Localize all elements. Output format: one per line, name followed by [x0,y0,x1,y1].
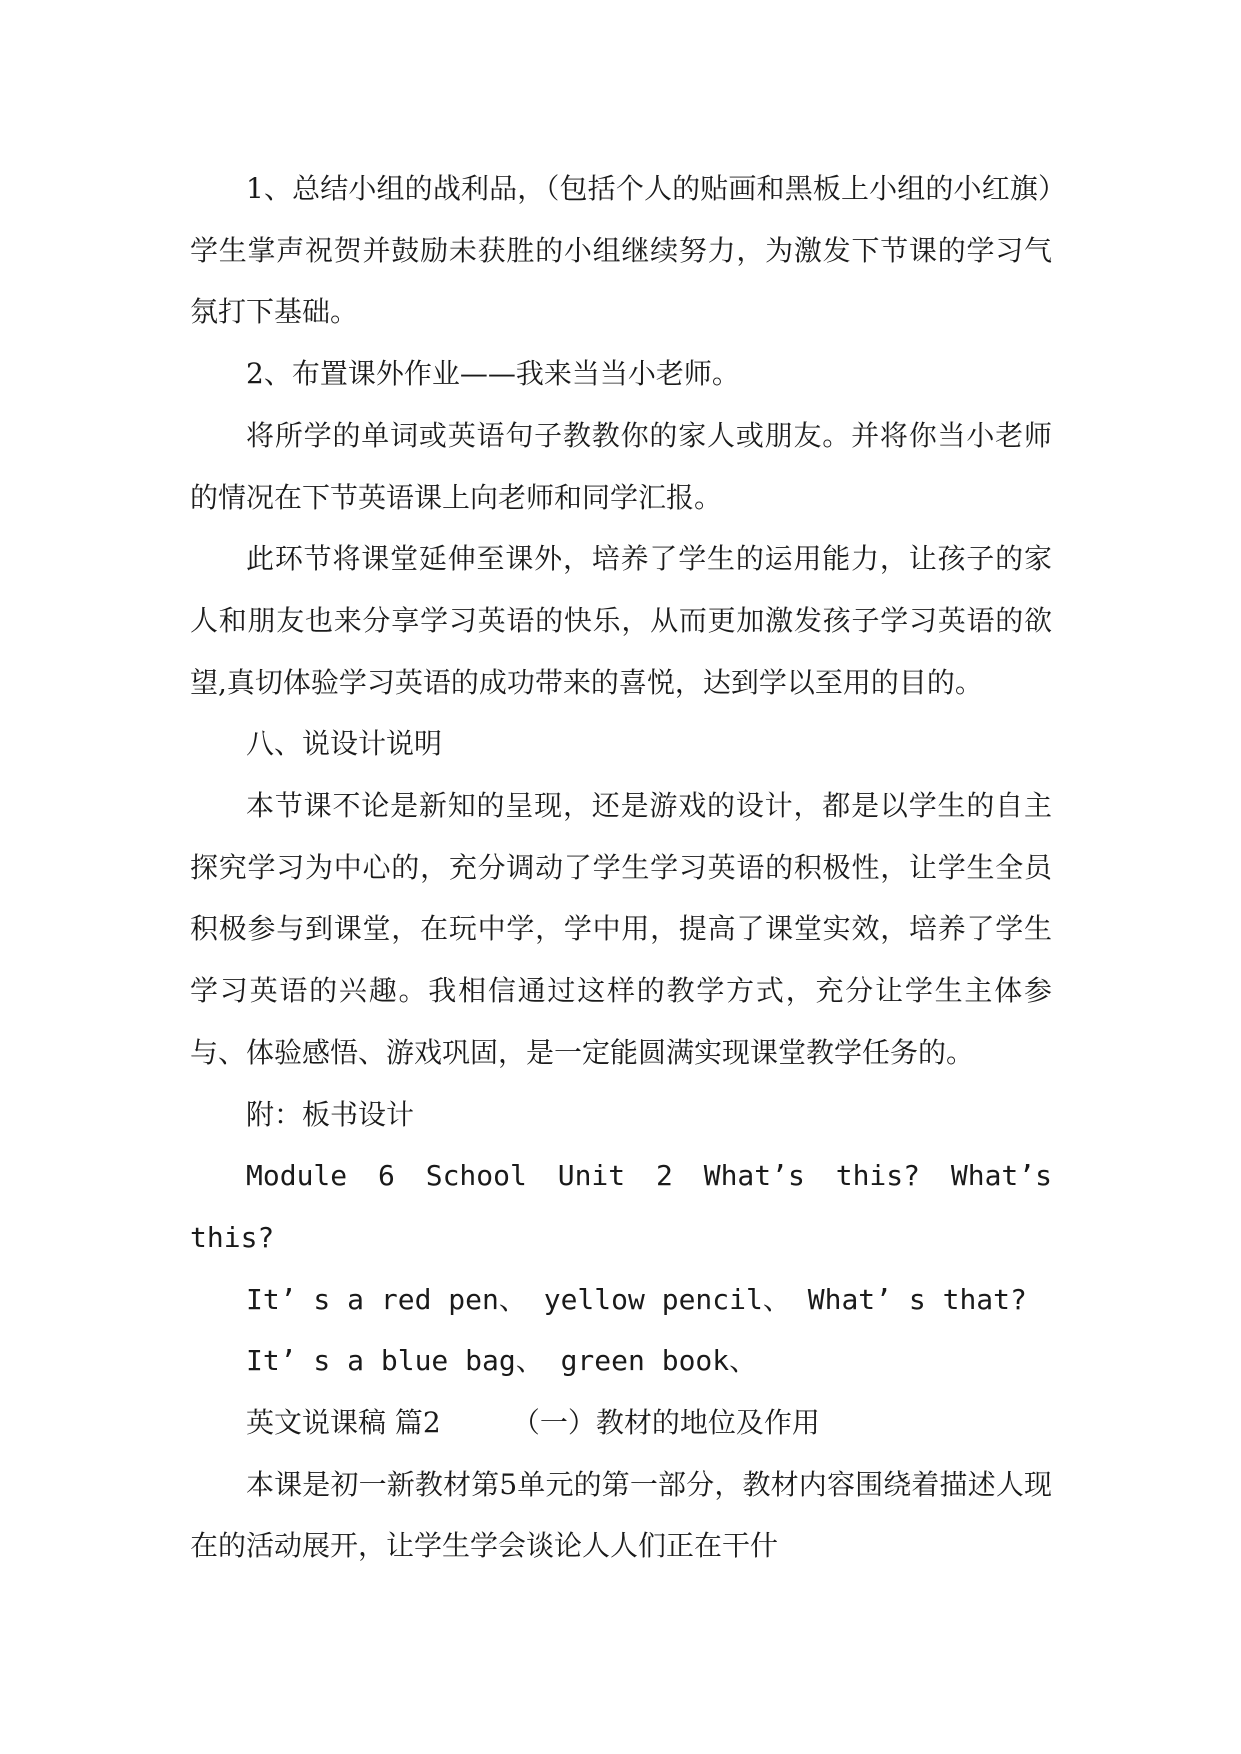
section-subheading: （一）教材的地位及作用 [511,1406,820,1440]
section-heading-line [190,1392,1052,1454]
section-heading: 英文说课稿 篇2 [246,1406,441,1440]
paragraph-homework-detail: 将所学的单词或英语句子教教你的家人或朋友。并将你当小老师的情况在下节英语课上向老师和同学汇报。 [190,418,1052,514]
board-line-1: Module 6 School Unit 2 What’s this? What’s this? [190,1159,1069,1254]
paragraph-lesson-intro: 本课是初一新教材第5单元的第一部分，教材内容围绕着描述人现在的活动展开，让学生学会谈论人人们正在干什 [190,1467,1052,1563]
board-line-3: It’ s a blue bag、 green book、 [246,1344,758,1378]
section-title-design: 八、说设计说明 [246,727,443,761]
document-page [190,158,1069,1577]
blackboard-design-label: 附：板书设计 [246,1097,415,1131]
paragraph-summary: 1、总结小组的战利品，（包括个人的贴画和黑板上小组的小红旗）学生掌声祝贺并鼓励未获胜的小组继续努力，为激发下节课的学习气氛打下基础。 [190,172,1052,329]
paragraph-homework: 2、布置课外作业——我来当当小老师。 [246,357,740,391]
board-line-2: It’ s a red pen、 yellow pencil、 What’ s that? [246,1282,1027,1316]
paragraph-design-explanation: 本节课不论是新知的呈现，还是游戏的设计，都是以学生的自主探究学习为中心的，充分调动了学生学习英语的积极性，让学生全员积极参与到课堂，在玩中学，学中用，提高了课堂实效，培养了学生学习英语的兴趣。我相信通过这样的教学方式，充分让学生主体参与、体验感悟、游戏巩固，是一定能圆满实现课堂教学任务的。 [190,789,1052,1069]
paragraph-extension: 此环节将课堂延伸至课外，培养了学生的运用能力，让孩子的家人和朋友也来分享学习英语的快乐，从而更加激发孩子学习英语的欲望,真切体验学习英语的成功带来的喜悦，达到学以至用的目的。 [190,542,1052,699]
